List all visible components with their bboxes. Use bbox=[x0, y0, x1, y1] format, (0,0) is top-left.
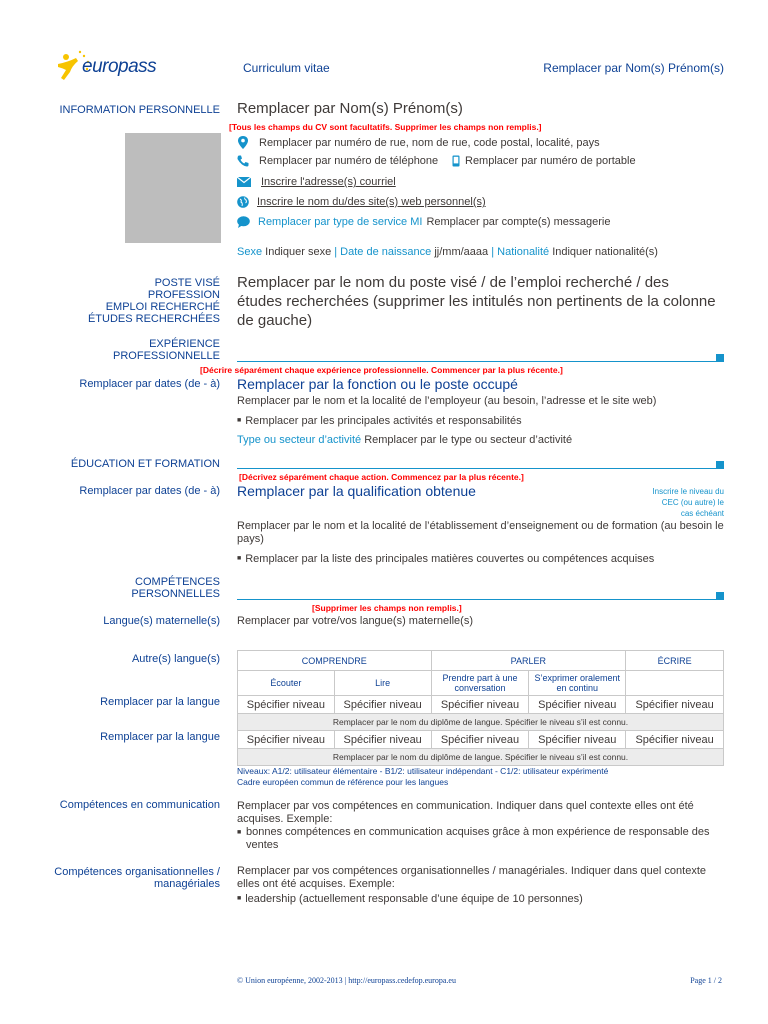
address-row bbox=[237, 136, 600, 149]
subheader-conversation: Prendre part à une conversation bbox=[431, 671, 529, 696]
education-rule bbox=[237, 468, 724, 469]
header-ecrire: ÉCRIRE bbox=[626, 651, 724, 671]
doc-title: Curriculum vitae bbox=[243, 61, 330, 75]
footer-page: Page 1 / 2 bbox=[690, 976, 722, 985]
experience-sector bbox=[237, 434, 572, 447]
im-account: Remplacer par compte(s) messagerie bbox=[426, 216, 611, 228]
website-link[interactable]: Inscrire le nom du/des site(s) web personnel(s) bbox=[257, 196, 486, 208]
organisational-label-line: Compétences organisationnelles / bbox=[54, 866, 220, 878]
education-bullet-text: Remplacer par la liste des principales matières couvertes ou compétences acquises bbox=[245, 553, 655, 565]
communication-bullet bbox=[237, 826, 712, 852]
mobile-row bbox=[452, 155, 636, 167]
diploma-note: Remplacer par le nom du diplôme de langue. Spécifier le niveau s’il est connu. bbox=[238, 714, 724, 731]
europass-wordmark: europass bbox=[82, 56, 157, 77]
language-row-label: Remplacer par la langue bbox=[100, 696, 220, 708]
address-text: Remplacer par numéro de rue, nom de rue, code postal, localité, pays bbox=[259, 136, 600, 149]
other-languages-label: Autre(s) langue(s) bbox=[131, 653, 220, 665]
experience-bullet bbox=[237, 414, 522, 428]
bullet-icon: ■ bbox=[237, 555, 242, 562]
skills-label bbox=[131, 576, 220, 600]
level-cell: Spécifier niveau bbox=[238, 696, 335, 714]
mobile-text: Remplacer par numéro de portable bbox=[465, 155, 636, 167]
sex-value: Indiquer sexe bbox=[265, 246, 332, 258]
job-label-line: ÉTUDES RECHERCHÉES bbox=[87, 313, 220, 325]
nationality-label: Nationalité bbox=[497, 246, 550, 258]
personal-info-label: INFORMATION PERSONNELLE bbox=[59, 104, 220, 116]
phone-icon bbox=[237, 155, 249, 167]
job-label-line: POSTE VISÉ bbox=[154, 277, 220, 289]
organisational-bullet bbox=[237, 892, 583, 906]
communication-bullet-text: bonnes compétences en communication acquises grâce à mon expérience de responsable des ventes bbox=[246, 826, 710, 851]
experience-rule bbox=[237, 361, 724, 362]
skills-rule bbox=[237, 599, 724, 600]
mobile-phone-icon bbox=[452, 155, 460, 167]
europass-logo bbox=[54, 50, 164, 84]
email-row bbox=[237, 176, 396, 188]
personal-note: [Tous les champs du CV sont facultatifs. Supprimer les champs non remplis.] bbox=[229, 122, 542, 132]
subheader-ecouter: Écouter bbox=[238, 671, 335, 696]
job-text: Remplacer par le nom du poste visé / de l’emploi recherché / des études recherchées (supprimer les intitulés non pertinents de la colonne de gauche) bbox=[237, 274, 716, 329]
mother-tongue-label: Langue(s) maternelle(s) bbox=[103, 615, 220, 627]
job-label bbox=[88, 277, 220, 325]
experience-bullet-text: Remplacer par les principales activités et responsabilités bbox=[245, 415, 522, 427]
bullet-icon: ■ bbox=[237, 417, 242, 424]
organisational-text: Remplacer par vos compétences organisationnelles / managériales. Indiquer dans quel contexte elles ont été acquises. Exemple: bbox=[237, 865, 706, 890]
experience-label-line: EXPÉRIENCE bbox=[149, 338, 220, 350]
level-cell: Spécifier niveau bbox=[529, 731, 626, 749]
bullet-icon: ■ bbox=[237, 829, 242, 836]
header-comprendre: COMPRENDRE bbox=[238, 651, 432, 671]
diploma-note: Remplacer par le nom du diplôme de langue. Spécifier le niveau s’il est connu. bbox=[238, 749, 724, 766]
bullet-icon: ■ bbox=[237, 895, 242, 902]
experience-position: Remplacer par la fonction ou le poste occupé bbox=[237, 376, 518, 392]
experience-rule-marker bbox=[716, 354, 724, 362]
organisational-label-line: managériales bbox=[153, 878, 220, 890]
envelope-icon bbox=[237, 177, 251, 187]
dob-value: jj/mm/aaaa bbox=[434, 246, 489, 258]
education-institution: Remplacer par le nom et la localité de l’établissement d’enseignement ou de formation (au besoin le pays) bbox=[237, 520, 724, 545]
education-rule-marker bbox=[716, 461, 724, 469]
footer-copyright: © Union européenne, 2002-2013 | http://europass.cedefop.europa.eu bbox=[237, 976, 456, 985]
level-cell: Spécifier niveau bbox=[626, 731, 724, 749]
level-cell: Spécifier niveau bbox=[334, 731, 431, 749]
separator: | bbox=[491, 246, 495, 258]
experience-label-line: PROFESSIONNELLE bbox=[113, 350, 220, 362]
header-parler: PARLER bbox=[431, 651, 626, 671]
dob-label: Date de naissance bbox=[340, 246, 432, 258]
skills-label-line: COMPÉTENCES bbox=[135, 576, 220, 588]
communication-text: Remplacer par vos compétences en communication. Indiquer dans quel contexte elles ont été acquises. Exemple: bbox=[237, 800, 694, 825]
skills-note: [Supprimer les champs non remplis.] bbox=[312, 603, 462, 613]
experience-dates: Remplacer par dates (de - à) bbox=[79, 378, 220, 390]
location-pin-icon bbox=[237, 136, 249, 149]
level-cell: Spécifier niveau bbox=[334, 696, 431, 714]
level-cell: Spécifier niveau bbox=[238, 731, 335, 749]
level-cell: Spécifier niveau bbox=[626, 696, 724, 714]
cefr-notes bbox=[237, 766, 608, 788]
education-label: ÉDUCATION ET FORMATION bbox=[70, 458, 220, 470]
eqf-line: Inscrire le niveau du bbox=[652, 487, 724, 496]
header-name: Remplacer par Nom(s) Prénom(s) bbox=[543, 61, 724, 75]
sector-label: Type ou secteur d’activité bbox=[237, 434, 362, 446]
experience-employer: Remplacer par le nom et la localité de l’employeur (au besoin, l’adresse et le site web) bbox=[237, 395, 657, 407]
mother-tongue-value: Remplacer par votre/vos langue(s) maternelle(s) bbox=[237, 615, 473, 627]
language-row-label: Remplacer par la langue bbox=[100, 731, 220, 743]
subheader-lire: Lire bbox=[334, 671, 431, 696]
cefr-note: Cadre européen commun de référence pour les langues bbox=[237, 777, 449, 787]
skills-rule-marker bbox=[716, 592, 724, 600]
eqf-level-note bbox=[652, 486, 724, 519]
language-table bbox=[237, 650, 724, 766]
sector-value: Remplacer par le type ou secteur d’activité bbox=[364, 434, 573, 446]
separator: | bbox=[334, 246, 338, 258]
communication-label: Compétences en communication bbox=[59, 799, 220, 811]
experience-label bbox=[113, 338, 220, 362]
eqf-line: CEC (ou autre) le bbox=[661, 498, 724, 507]
chat-bubble-icon bbox=[237, 216, 250, 228]
job-label-line: PROFESSION bbox=[147, 289, 220, 301]
phone-text: Remplacer par numéro de téléphone bbox=[259, 155, 439, 167]
im-row bbox=[237, 216, 610, 228]
skills-label-line: PERSONNELLES bbox=[131, 588, 220, 600]
globe-icon bbox=[237, 196, 249, 208]
education-dates: Remplacer par dates (de - à) bbox=[79, 485, 220, 497]
subheader-empty bbox=[626, 671, 724, 696]
organisational-bullet-text: leadership (actuellement responsable d’une équipe de 10 personnes) bbox=[245, 893, 583, 905]
organisational-label bbox=[54, 866, 220, 890]
subheader-oral: S’exprimer oralement en continu bbox=[529, 671, 626, 696]
experience-note: [Décrire séparément chaque expérience professionnelle. Commencer par la plus récente.] bbox=[200, 365, 563, 375]
job-label-line: EMPLOI RECHERCHÉ bbox=[105, 301, 220, 313]
level-cell: Spécifier niveau bbox=[431, 731, 529, 749]
email-link[interactable]: Inscrire l'adresse(s) courriel bbox=[261, 176, 396, 188]
education-note: [Décrivez séparément chaque action. Commencez par la plus récente.] bbox=[239, 472, 524, 482]
levels-note: Niveaux: A1/2: utilisateur élémentaire - B1/2: utilisateur indépendant - C1/2: utilisateur expérimenté bbox=[237, 766, 609, 776]
nationality-value: Indiquer nationalité(s) bbox=[552, 246, 658, 258]
level-cell: Spécifier niveau bbox=[431, 696, 529, 714]
eqf-line: cas échéant bbox=[680, 509, 724, 518]
personal-name: Remplacer par Nom(s) Prénom(s) bbox=[237, 100, 463, 117]
photo-placeholder bbox=[125, 133, 221, 243]
personal-details-line bbox=[237, 246, 658, 259]
website-row bbox=[237, 196, 486, 208]
phone-row bbox=[237, 155, 438, 167]
im-type: Remplacer par type de service MI bbox=[258, 216, 423, 228]
education-qualification: Remplacer par la qualification obtenue bbox=[237, 483, 476, 499]
sex-label: Sexe bbox=[237, 246, 263, 258]
level-cell: Spécifier niveau bbox=[529, 696, 626, 714]
education-bullet bbox=[237, 552, 654, 566]
